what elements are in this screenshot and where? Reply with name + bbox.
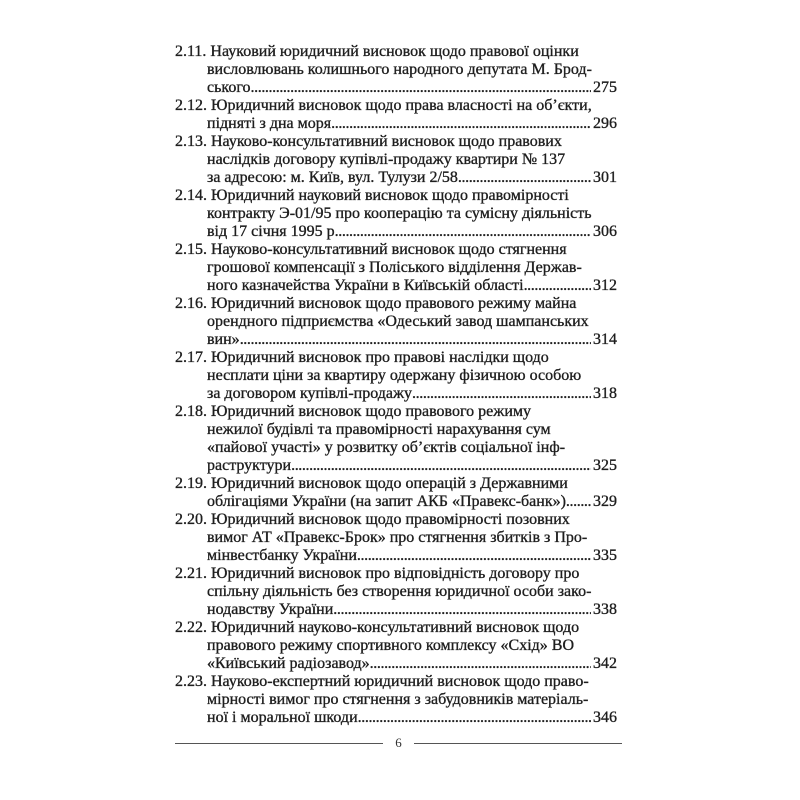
toc-entry[interactable] (175, 97, 617, 133)
toc-entry-text: 2.21. Юридичний висновок про відповідність договору про (175, 565, 580, 582)
toc-entry-text: «Київський радіозавод» (207, 655, 370, 672)
toc-entry-text: контракту Э-01/95 про кооперацію та сумісну діяльність (207, 205, 592, 222)
toc-page-number: 346 (593, 709, 617, 726)
page-number: 6 (395, 735, 402, 750)
toc-entry-continuation-line (175, 457, 617, 475)
toc-entry-text: ського (207, 79, 251, 96)
toc-entry-text: 2.18. Юридичний висновок щодо правового режиму (175, 403, 532, 420)
toc-entry-text: облігаціями України (на запит АКБ «Правекс-банк») (207, 493, 566, 510)
toc-entry[interactable] (175, 619, 617, 673)
toc-entry-text: спільну діяльність без створення юридичної особи зако- (207, 583, 592, 600)
toc-entry-text: 2.14. Юридичний науковий висновок щодо правомірності (175, 187, 569, 204)
toc-entry-continuation-line (175, 709, 617, 727)
toc-entry-title-line (175, 241, 617, 259)
dot-leader (333, 601, 591, 619)
dot-leader (412, 385, 591, 403)
toc-entry-continuation-line (175, 529, 617, 547)
dot-leader (524, 277, 591, 295)
dot-leader (458, 169, 591, 187)
toc-entry-text: раструктури (207, 457, 292, 474)
toc-entry-title-line (175, 475, 617, 493)
toc-entry-text: за адресою: м. Київ, вул. Тулузи 2/58 (207, 169, 458, 186)
toc-entry-text: 2.15. Науково-консультативний висновок щодо стягнення (175, 241, 567, 258)
toc-page-number: 318 (593, 385, 617, 402)
toc-entry-text: нежилої будівлі та правомірності нарахування сум (207, 421, 551, 438)
toc-page-number: 312 (593, 277, 617, 294)
dot-leader (357, 547, 591, 565)
toc-entry[interactable] (175, 349, 617, 403)
toc-entry-text: 2.20. Юридичний висновок щодо правомірності позовних (175, 511, 570, 528)
toc-page-number: 325 (593, 457, 617, 474)
toc-entry-title-line (175, 295, 617, 313)
toc-entry-continuation-line (175, 601, 617, 619)
toc-page-number: 314 (593, 331, 617, 348)
toc-page-number: 329 (593, 493, 617, 510)
toc-entry-title-line (175, 403, 617, 421)
toc-page-number: 342 (593, 655, 617, 672)
toc-entry-text: вин» (207, 331, 240, 348)
toc-entry-text: мінвестбанку України (207, 547, 357, 564)
dot-leader (240, 331, 591, 349)
toc-entry-text: 2.17. Юридичний висновок про правові наслідки щодо (175, 349, 549, 366)
toc-page-number: 275 (593, 79, 617, 96)
toc-entry-continuation-line (175, 583, 617, 601)
toc-entry-text: 2.16. Юридичний висновок щодо правового режиму майна (175, 295, 577, 312)
toc-entry-title-line (175, 187, 617, 205)
toc-page-number: 335 (593, 547, 617, 564)
toc-entry[interactable] (175, 133, 617, 187)
toc-entry-title-line (175, 619, 617, 637)
toc-entry-text: за договором купівлі-продажу (207, 385, 413, 402)
toc-entry-text: несплати ціни за квартиру одержану фізичною особою (207, 367, 582, 384)
toc-entry-text: 2.12. Юридичний висновок щодо права власності на об’єкти, (175, 97, 592, 114)
toc-entry-title-line (175, 97, 617, 115)
toc-entry-text: 2.23. Науково-експертний юридичний висновок щодо право- (175, 673, 589, 690)
toc-entry-continuation-line (175, 223, 617, 241)
toc-entry-continuation-line (175, 655, 617, 673)
toc-entry-title-line (175, 349, 617, 367)
toc-entry[interactable] (175, 187, 617, 241)
toc-entry-continuation-line (175, 115, 617, 133)
toc-entry-continuation-line (175, 637, 617, 655)
toc-entry-text: правового режиму спортивного комплексу «Схід» ВО (207, 637, 575, 654)
toc-entry-text: «пайової участі» у розвитку об’єктів соціальної інф- (207, 439, 566, 456)
toc-entry-text: ної і моральної шкоди (207, 709, 358, 726)
toc-page-number: 306 (593, 223, 617, 240)
toc-entry-text: наслідків договору купівлі-продажу квартири № 137 (207, 151, 566, 168)
footer-rule-right (414, 743, 622, 744)
toc-entry-continuation-line (175, 61, 617, 79)
toc-entry-continuation-line (175, 367, 617, 385)
toc-entry[interactable] (175, 403, 617, 475)
toc-entry-text: 2.19. Юридичний висновок щодо операцій з Державними (175, 475, 568, 492)
toc-entry-continuation-line (175, 277, 617, 295)
toc-entry-text: підняті з дна моря (207, 115, 332, 132)
toc-entry-text: мірності вимог про стягнення з забудовників матеріаль- (207, 691, 589, 708)
toc-entry-text: нодавству України (207, 601, 334, 618)
toc-entry-continuation-line (175, 151, 617, 169)
toc-entry-continuation-line (175, 259, 617, 277)
toc-entry-continuation-line (175, 169, 617, 187)
page-footer (175, 734, 622, 752)
toc-entry-title-line (175, 511, 617, 529)
toc-entry[interactable] (175, 511, 617, 565)
toc-entry-text: від 17 січня 1995 р (207, 223, 335, 240)
toc-entry-continuation-line (175, 691, 617, 709)
toc-entry-continuation-line (175, 79, 617, 97)
toc-entry-title-line (175, 673, 617, 691)
dot-leader (370, 655, 591, 673)
dot-leader (331, 115, 591, 133)
toc-entry-title-line (175, 565, 617, 583)
toc-entry-text: 2.11. Науковий юридичний висновок щодо правової оцінки (175, 43, 579, 60)
table-of-contents (175, 43, 617, 727)
toc-entry[interactable] (175, 475, 617, 511)
toc-entry[interactable] (175, 43, 617, 97)
dot-leader (251, 79, 591, 97)
dot-leader (566, 493, 591, 511)
toc-page-number: 301 (593, 169, 617, 186)
toc-entry[interactable] (175, 295, 617, 349)
toc-entry-text: грошової компенсації з Поліського відділення Держав- (207, 259, 582, 276)
toc-entry-continuation-line (175, 439, 617, 457)
toc-entry-text: 2.22. Юридичний науково-консультативний висновок щодо (175, 619, 580, 636)
toc-entry-text: ного казначейства України в Київській області (207, 277, 524, 294)
toc-entry-title-line (175, 43, 617, 61)
dot-leader (335, 223, 591, 241)
toc-page-number: 338 (593, 601, 617, 618)
toc-entry-continuation-line (175, 313, 617, 331)
toc-entry-continuation-line (175, 547, 617, 565)
toc-entry[interactable] (175, 673, 617, 727)
toc-entry-text: орендного підприємства «Одеський завод шампанських (207, 313, 589, 330)
dot-leader (291, 457, 591, 475)
toc-entry-continuation-line (175, 331, 617, 349)
toc-entry-text: вимог АТ «Правекс-Брок» про стягнення збитків з Про- (207, 529, 588, 546)
toc-entry-continuation-line (175, 205, 617, 223)
toc-entry-text: висловлювань колишнього народного депутата М. Брод- (207, 61, 592, 78)
toc-entry-continuation-line (175, 385, 617, 403)
toc-entry[interactable] (175, 565, 617, 619)
toc-entry-title-line (175, 133, 617, 151)
toc-entry-continuation-line (175, 421, 617, 439)
toc-entry-text: 2.13. Науково-консультативний висновок щодо правових (175, 133, 562, 150)
dot-leader (358, 709, 591, 727)
toc-page-number: 296 (593, 115, 617, 132)
footer-rule-left (175, 743, 383, 744)
toc-entry-continuation-line (175, 493, 617, 511)
toc-entry[interactable] (175, 241, 617, 295)
